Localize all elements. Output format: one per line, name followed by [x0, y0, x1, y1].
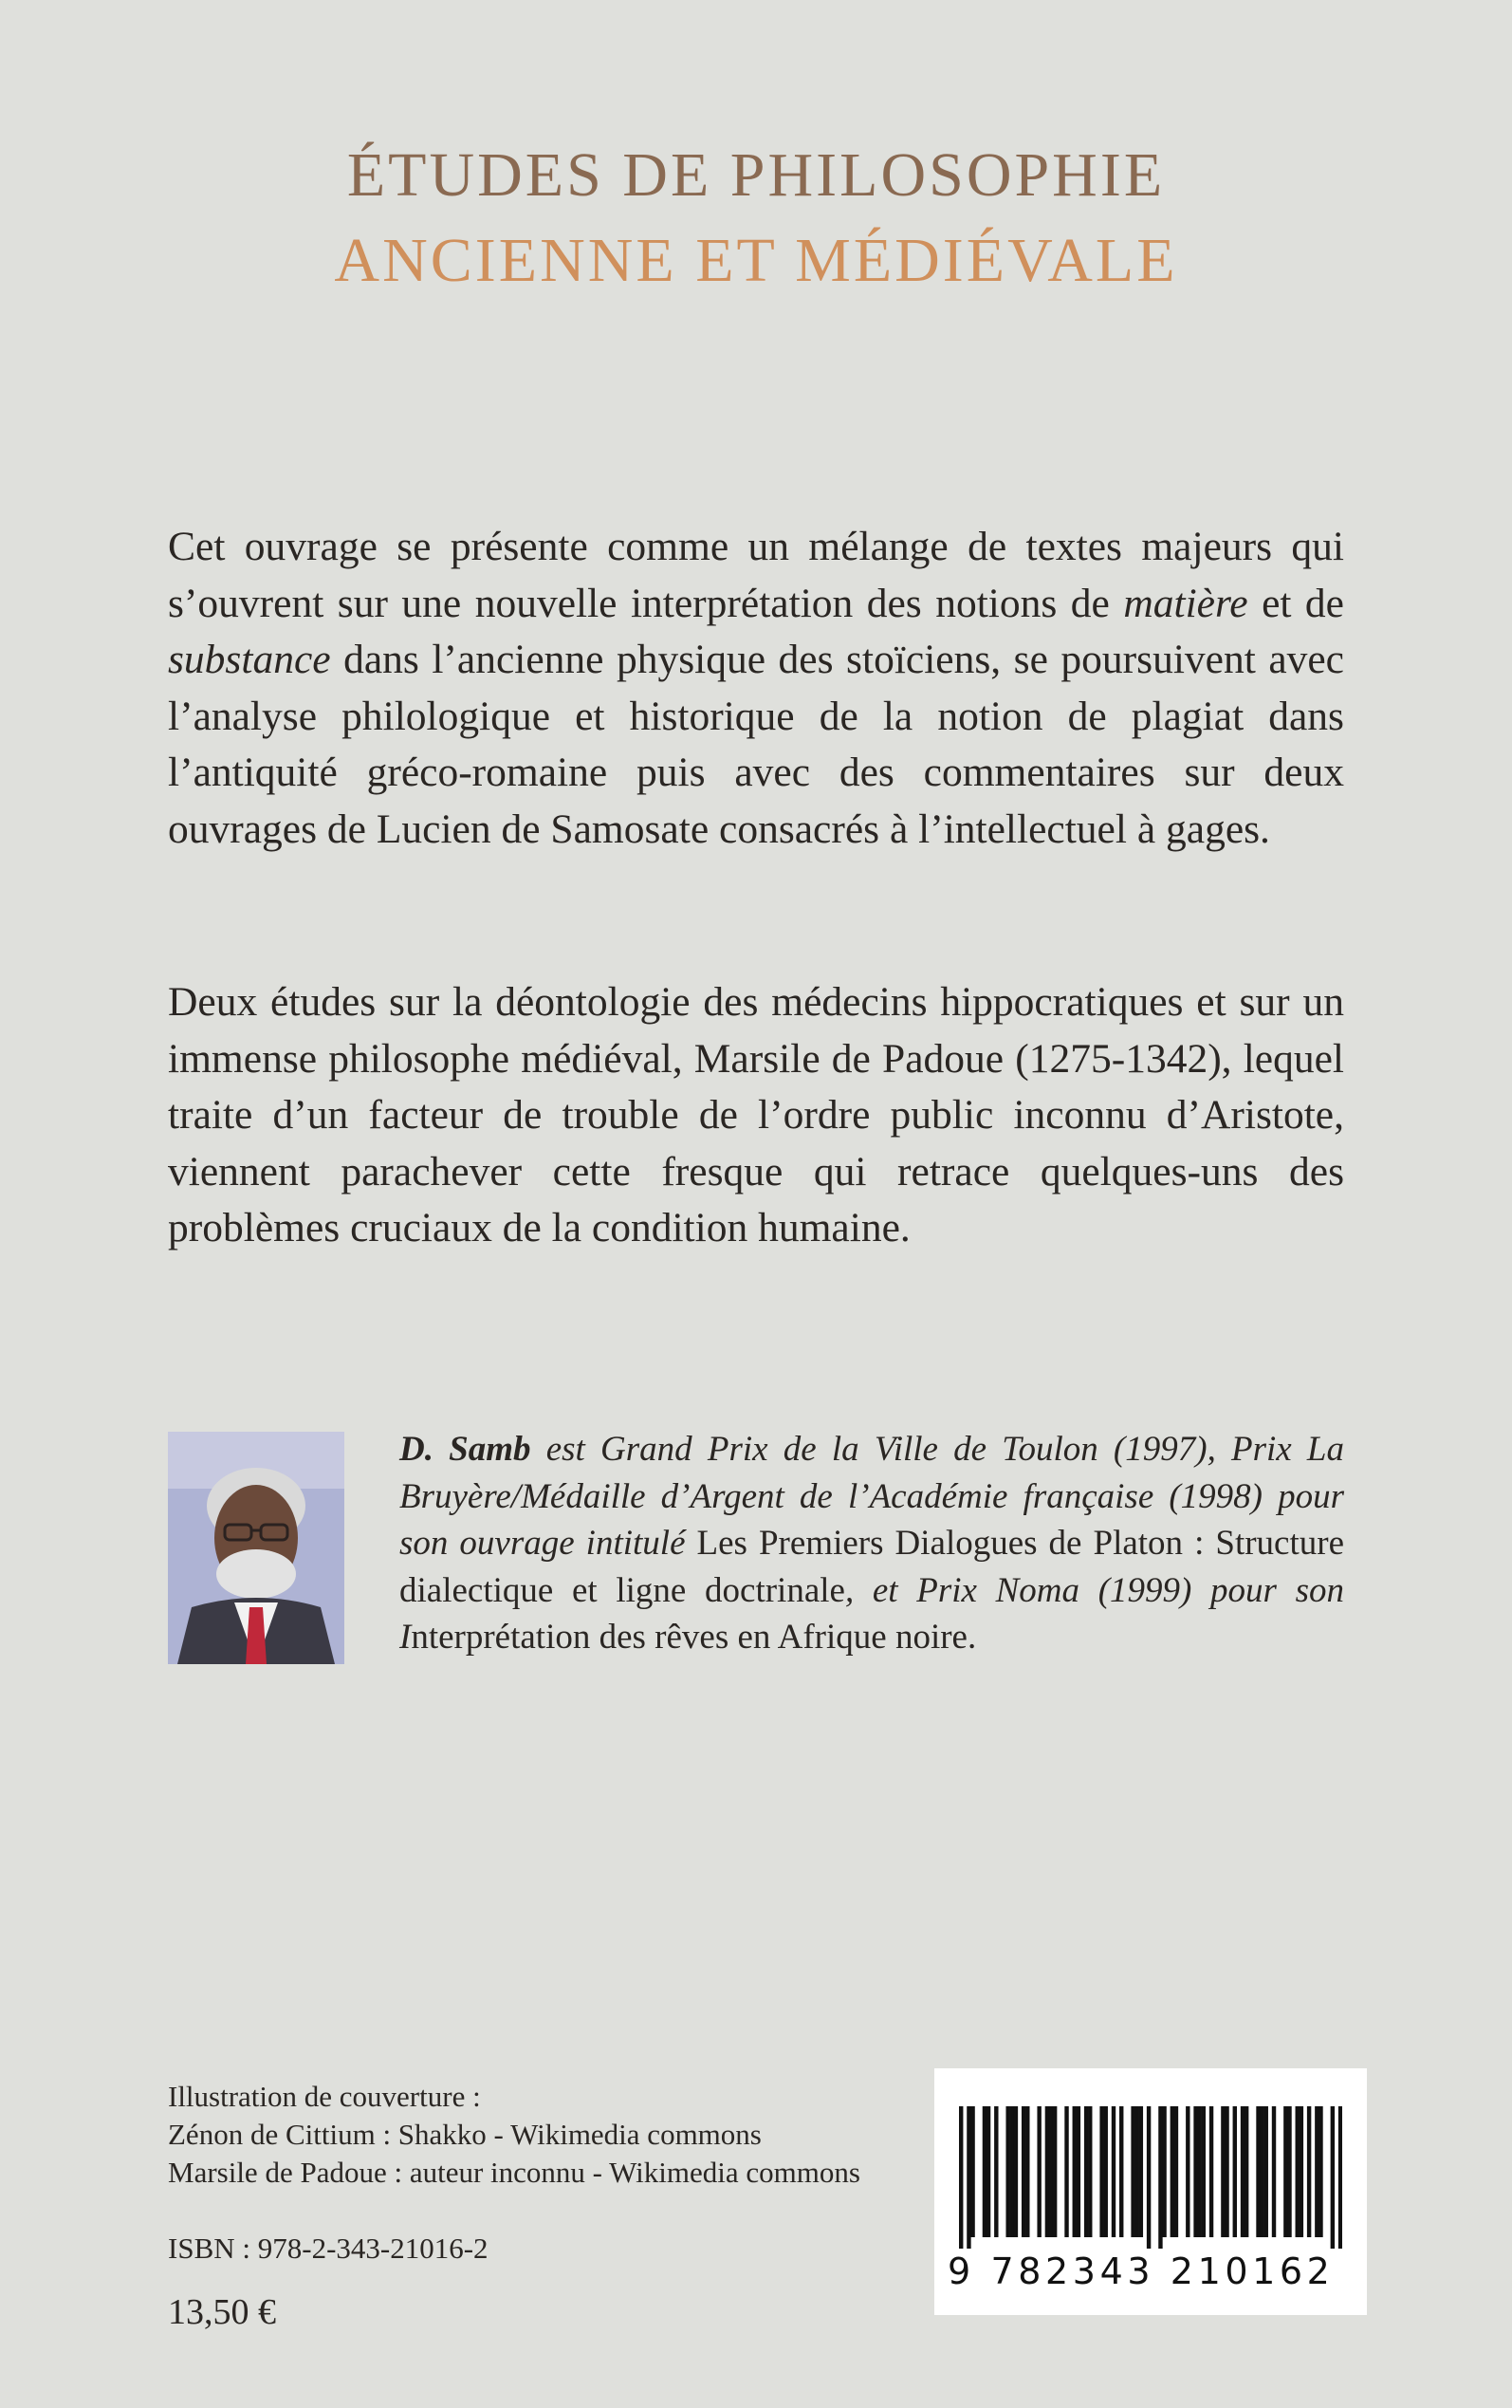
- barcode-bar: [1300, 2106, 1303, 2237]
- credit-line-2: Zénon de Cittium : Shakko - Wikimedia commons: [168, 2118, 762, 2151]
- barcode-bar: [1241, 2106, 1245, 2237]
- barcode-bar: [1112, 2106, 1116, 2237]
- barcode-bar: [1135, 2106, 1139, 2237]
- barcode-bar: [1209, 2106, 1213, 2237]
- barcode-bar: [1193, 2106, 1197, 2237]
- blurb-text: et de: [1247, 580, 1344, 626]
- barcode-bar: [1139, 2106, 1143, 2237]
- barcode-bar: [1233, 2106, 1237, 2237]
- barcode-bar: [1088, 2106, 1092, 2237]
- author-bio-text: , et Prix Noma (1999) pour son: [844, 1570, 1344, 1610]
- barcode-bar: [1221, 2106, 1225, 2237]
- author-bio: [399, 1426, 1344, 1661]
- barcode-bar: [1162, 2106, 1166, 2237]
- barcode-bar: [970, 2106, 974, 2237]
- barcode-bar: [1338, 2106, 1342, 2249]
- barcode-bar: [1064, 2106, 1068, 2237]
- barcode-bar: [967, 2106, 970, 2249]
- barcode-bar: [1264, 2106, 1268, 2237]
- barcode-bar: [1053, 2106, 1057, 2237]
- title-line-1: ÉTUDES DE PHILOSOPHIE: [346, 140, 1166, 210]
- credit-line-3: Marsile de Padoue : auteur inconnu - Wikimedia commons: [168, 2156, 860, 2189]
- barcode-bar: [983, 2106, 986, 2237]
- barcode-bar: [1005, 2106, 1009, 2237]
- barcode-bar: [1045, 2106, 1049, 2237]
- barcode-bar: [1283, 2106, 1287, 2237]
- barcode-bar: [1260, 2106, 1263, 2237]
- barcode-bar: [1049, 2106, 1053, 2237]
- blurb-text: Deux études sur la déontologie des médecins hippocratiques et sur un immense philosophe médiéval, Marsile de Padoue (1275-1342), lequel traite d’un facteur de trouble de l’ordre public inconnu d’Aristote, viennent parachever cette fresque qui retrace quelques-uns des problèmes cruciaux de la condition humaine.: [168, 979, 1344, 1250]
- barcode-bar: [1084, 2106, 1088, 2237]
- barcode-bar: [1077, 2106, 1080, 2237]
- blurb-text: dans l’ancienne physique des stoïciens, se poursuivent avec l’analyse philologique et historique de la notion de plagiat dans l’antiquité gréco-romaine puis avec des commentaires sur deux ouvrages de Lucien de Samosate consacrés à l’intellectuel à gages.: [168, 637, 1344, 852]
- blurb-paragraph-1: [168, 519, 1344, 858]
- isbn: ISBN : 978-2-343-21016-2: [168, 2232, 489, 2265]
- barcode-bar: [1131, 2106, 1134, 2237]
- title-line-2: ANCIENNE ET MÉDIÉVALE: [334, 226, 1178, 295]
- barcode-bar: [1158, 2106, 1162, 2249]
- barcode-bar: [1037, 2106, 1041, 2237]
- barcode-bar: [1307, 2106, 1311, 2237]
- barcode-bar: [1331, 2106, 1335, 2249]
- barcode-bar: [1272, 2106, 1276, 2237]
- author-portrait-illustration: [168, 1432, 344, 1664]
- barcode-bar: [1025, 2106, 1029, 2237]
- barcode-bar: [1022, 2106, 1025, 2237]
- barcode-digits: 9 782343 210162: [948, 2251, 1335, 2292]
- barcode-bar: [1119, 2106, 1123, 2237]
- author-book-title-2-initial: I: [399, 1618, 412, 1657]
- barcode-bar: [986, 2106, 990, 2237]
- author-name: D. Samb: [399, 1430, 531, 1469]
- price: 13,50 €: [168, 2292, 276, 2332]
- title-block: [0, 133, 1512, 304]
- barcode-bar: [994, 2106, 998, 2237]
- barcode-bar: [1225, 2106, 1228, 2237]
- blurb-term-matiere: matière: [1123, 580, 1248, 626]
- barcode-bar: [1014, 2106, 1018, 2237]
- barcode-bar: [1174, 2106, 1178, 2237]
- author-bio-text: est Grand Prix de la Ville de Toulon (1997), Prix La Bruyère/Médaille d’Argent de l’Académie française (1998) pour son ouvrage intitulé: [399, 1430, 1345, 1563]
- barcode-bar: [1318, 2106, 1322, 2237]
- barcode-bar: [1171, 2106, 1174, 2237]
- barcode-bar: [1099, 2106, 1103, 2237]
- blurb-paragraph-2: [168, 974, 1344, 1257]
- blurb-term-substance: substance: [168, 637, 331, 682]
- author-book-title-1: Les Premiers Dialogues de Platon : Structure dialectique et ligne doctrinale: [399, 1524, 1345, 1610]
- illustration-credits: [168, 2078, 860, 2192]
- author-bio-end: .: [967, 1618, 977, 1657]
- author-book-title-2: nterprétation des rêves en Afrique noire: [411, 1618, 968, 1657]
- barcode-bar: [1245, 2106, 1248, 2237]
- barcode-bar: [1197, 2106, 1201, 2237]
- barcode-bars: [959, 2106, 1342, 2249]
- barcode-bar: [1010, 2106, 1014, 2237]
- barcode-bar: [1287, 2106, 1291, 2237]
- credit-line-1: Illustration de couverture :: [168, 2080, 481, 2113]
- barcode-bar: [1104, 2106, 1108, 2237]
- barcode-bar: [959, 2106, 963, 2249]
- barcode-bar: [1186, 2106, 1189, 2237]
- barcode-bar: [1315, 2106, 1318, 2237]
- blurb-text: Cet ouvrage se présente comme un mélange de textes majeurs qui s’ouvrent sur une nouvelle interprétation des notions de: [168, 524, 1344, 626]
- barcode-bar: [1296, 2106, 1300, 2237]
- barcode: [934, 2068, 1367, 2315]
- barcode-bar: [1256, 2106, 1260, 2237]
- author-photo: [168, 1432, 344, 1664]
- barcode-bar: [1202, 2106, 1206, 2237]
- barcode-bar: [1147, 2106, 1151, 2249]
- barcode-bar: [1073, 2106, 1077, 2237]
